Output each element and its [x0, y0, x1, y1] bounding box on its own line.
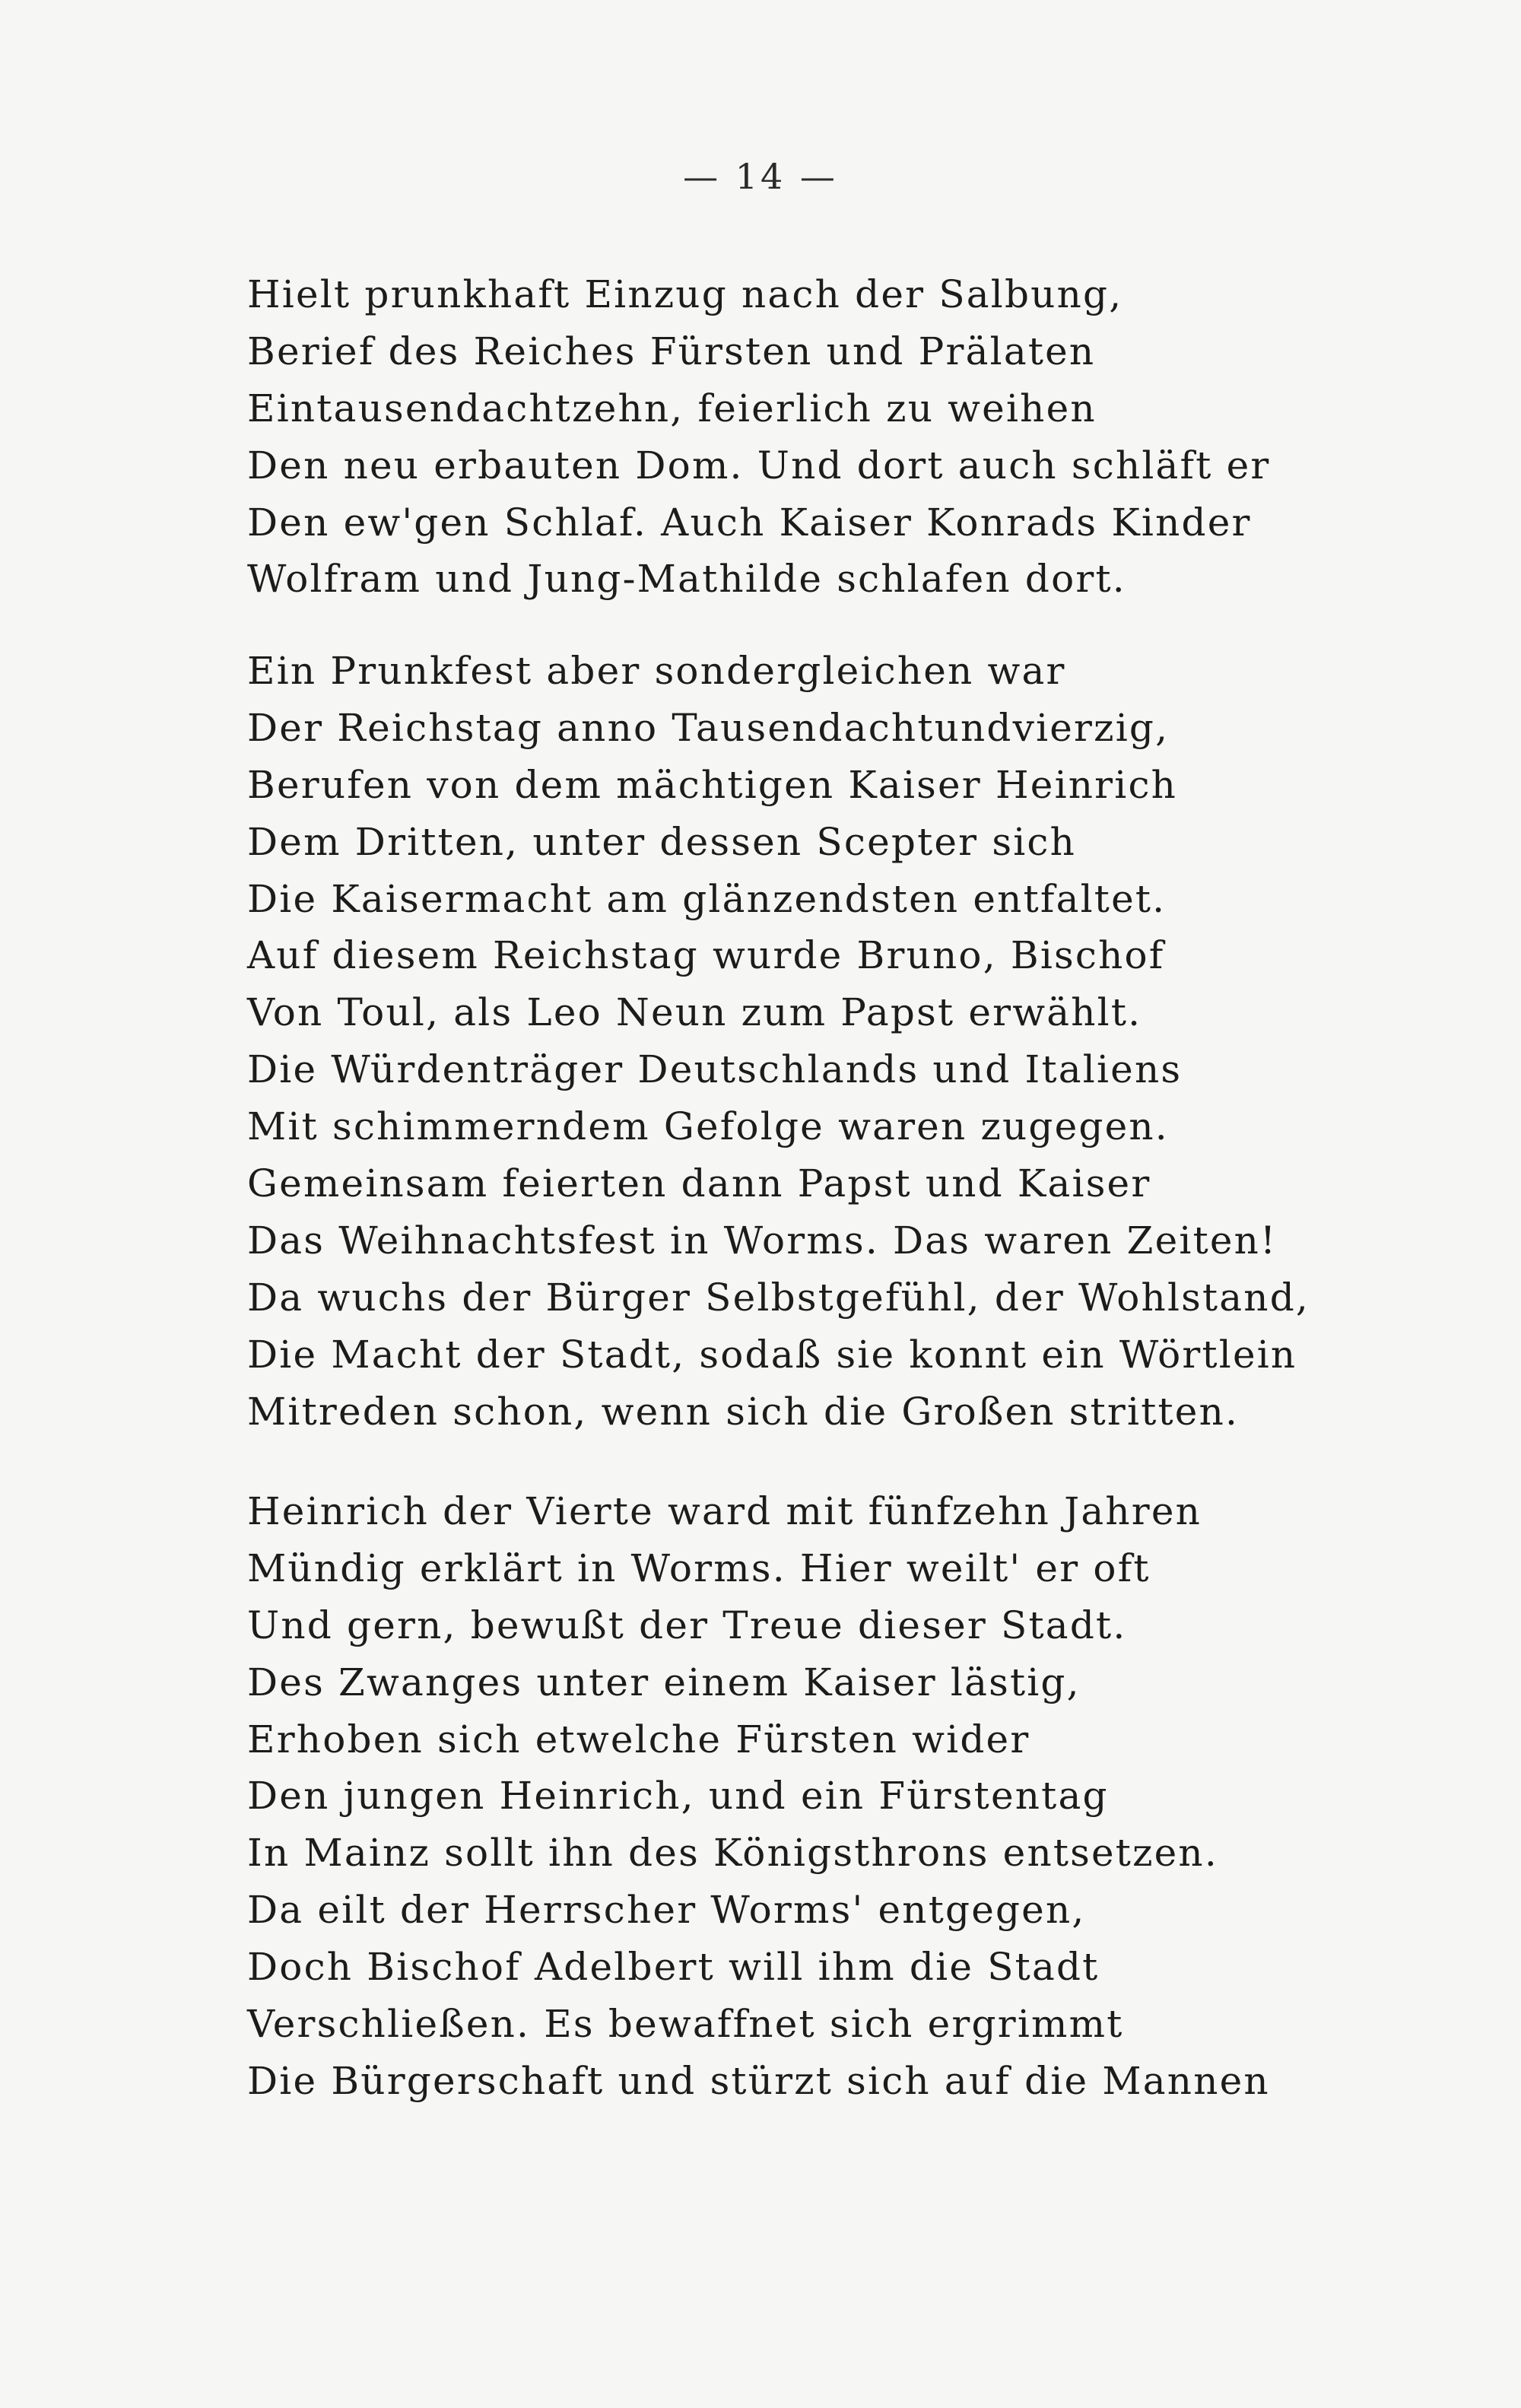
stanza-2 [247, 643, 1310, 1440]
stanza-3 [247, 1483, 1270, 2110]
verse-line: Und gern, bewußt der Treue dieser Stadt. [247, 1603, 1127, 1647]
verse-line: Des Zwanges unter einem Kaiser lästig, [247, 1660, 1081, 1704]
verse-line: Auf diesem Reichstag wurde Bruno, Bischof [247, 933, 1165, 978]
verse-line: Doch Bischof Adelbert will ihm die Stadt [247, 1945, 1100, 1990]
verse-line: Den jungen Heinrich, und ein Fürstentag [247, 1774, 1109, 1819]
verse-line: Erhoben sich etwelche Fürsten wider [247, 1717, 1030, 1762]
verse-line: Da wuchs der Bürger Selbstgefühl, der Wohlstand, [247, 1275, 1310, 1320]
verse-line: Die Kaisermacht am glänzendsten entfaltet. [247, 876, 1167, 921]
verse-line: Den neu erbauten Dom. Und dort auch schläft er [247, 443, 1271, 488]
verse-line: Mit schimmerndem Gefolge waren zugegen. [247, 1104, 1169, 1149]
page-number: — 14 — [683, 156, 838, 197]
verse-line: Berufen von dem mächtigen Kaiser Heinrich [247, 762, 1178, 807]
verse-line: In Mainz sollt ihn des Königsthrons entsetzen. [247, 1831, 1218, 1876]
verse-line: Den ew'gen Schlaf. Auch Kaiser Konrads Kinder [247, 500, 1252, 545]
verse-line: Gemeinsam feierten dann Papst und Kaiser [247, 1161, 1151, 1206]
verse-line: Der Reichstag anno Tausendachtundvierzig, [247, 705, 1170, 750]
verse-line: Mündig erklärt in Worms. Hier weilt' er oft [247, 1546, 1151, 1590]
verse-line: Hielt prunkhaft Einzug nach der Salbung, [247, 272, 1123, 316]
verse-line: Berief des Reiches Fürsten und Prälaten [247, 329, 1096, 373]
verse-line: Von Toul, als Leo Neun zum Papst erwählt. [247, 990, 1142, 1035]
verse-line: Da eilt der Herrscher Worms' entgegen, [247, 1888, 1086, 1933]
verse-line: Mitreden schon, wenn sich die Großen stritten. [247, 1389, 1240, 1434]
verse-line: Die Würdenträger Deutschlands und Italiens [247, 1047, 1183, 1092]
verse-line: Verschließen. Es bewaffnet sich ergrimmt [247, 2002, 1124, 2047]
verse-line: Ein Prunkfest aber sondergleichen war [247, 649, 1066, 693]
verse-line: Dem Dritten, unter dessen Scepter sich [247, 819, 1076, 864]
verse-line: Wolfram und Jung-Mathilde schlafen dort. [247, 557, 1126, 602]
verse-line: Die Bürgerschaft und stürzt sich auf die Mannen [247, 2058, 1270, 2103]
verse-line: Eintausendachtzehn, feierlich zu weihen [247, 386, 1097, 430]
verse-line: Die Macht der Stadt, sodaß sie konnt ein Wörtlein [247, 1332, 1297, 1377]
verse-line: Heinrich der Vierte ward mit fünfzehn Jahren [247, 1489, 1202, 1533]
verse-line: Das Weihnachtsfest in Worms. Das waren Zeiten! [247, 1218, 1278, 1263]
stanza-1 [247, 266, 1271, 608]
